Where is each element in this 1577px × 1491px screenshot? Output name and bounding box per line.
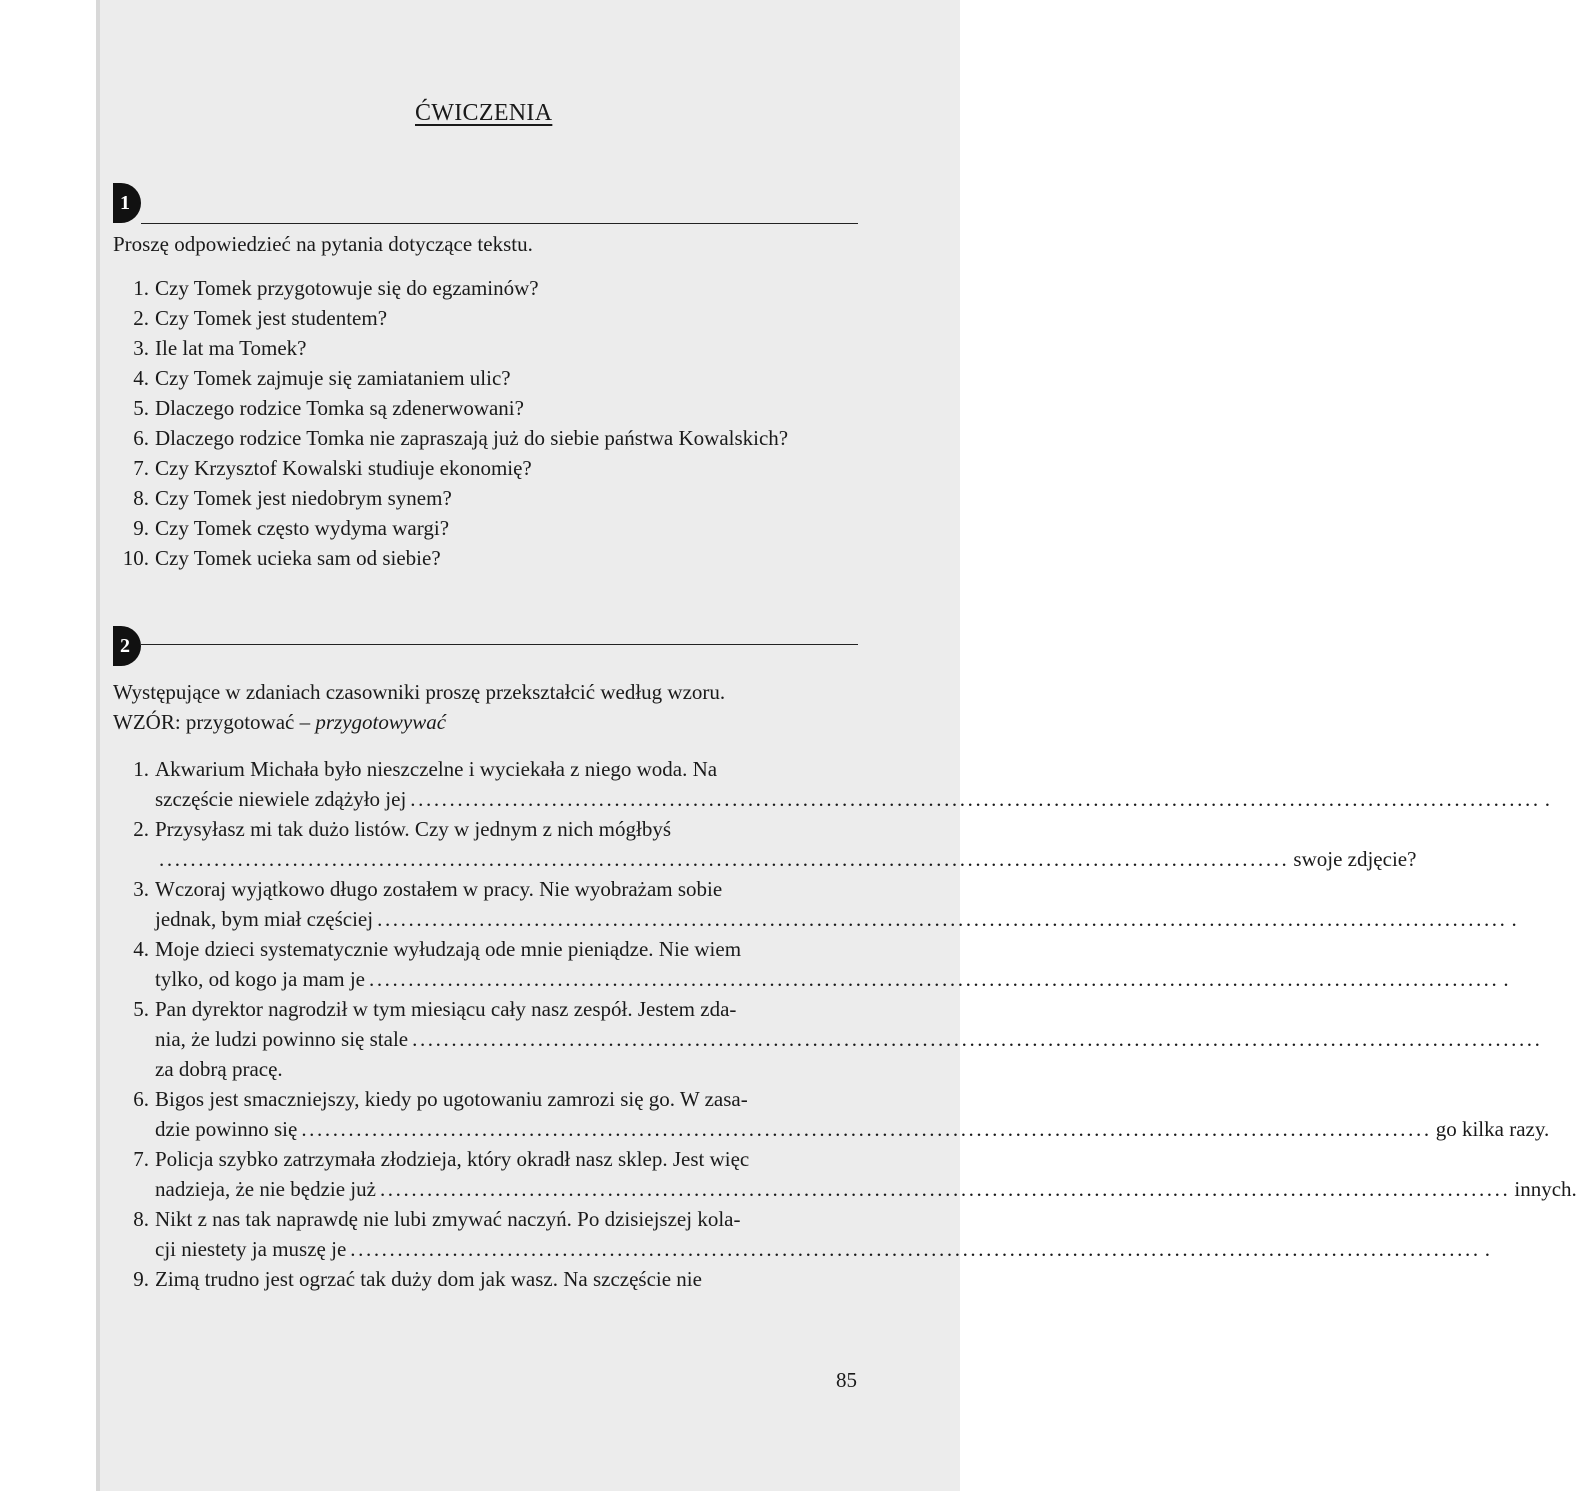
item-sentence: Przysyłasz mi tak dużo listów. Czy w jednym z nich mógłbyś [155,817,671,841]
pattern-value: przygotowywać [315,710,447,734]
question-text: Czy Krzysztof Kowalski studiuje ekonomię? [155,456,532,480]
fill-tail-text: swoje zdjęcie? [1293,847,1417,871]
exercise-2-rule [141,644,858,645]
item-sentence: Policja szybko zatrzymała złodzieja, który okradł nasz sklep. Jest więc [155,1147,750,1171]
question-text: Czy Tomek często wydyma wargi? [155,516,450,540]
question-item [113,543,860,573]
answer-blank[interactable] [369,964,1499,994]
question-item [113,303,860,333]
fill-in-line [155,844,1416,874]
item-number: 6. [133,1087,149,1111]
item-sentence: Zimą trudno jest ogrzać tak duży dom jak wasz. Na szczęście nie [155,1267,702,1291]
item-continuation: za dobrą pracę. [155,1057,283,1081]
answer-blank[interactable] [412,1024,1542,1054]
question-text: Czy Tomek jest niedobrym synem? [155,486,452,510]
fill-in-line [155,1174,1577,1204]
answer-blank[interactable] [410,784,1540,814]
exercise-item [113,934,1509,994]
question-item [113,453,860,483]
question-text: Czy Tomek zajmuje się zamiataniem ulic? [155,366,511,390]
fill-in-line [155,964,1509,994]
exercise-1-instruction: Proszę odpowiedzieć na pytania dotyczące tekstu. [113,232,533,256]
answer-blank[interactable] [380,1174,1510,1204]
item-sentence: Moje dzieci systematycznie wyłudzają ode mnie pieniądze. Nie wiem [155,937,742,961]
item-number: 4. [133,937,149,961]
answer-blank[interactable] [301,1114,1431,1144]
pattern-label: WZÓR: przygotować – [113,710,311,734]
question-item [113,273,860,303]
fill-tail-text: . [1511,907,1517,931]
answer-blank[interactable] [350,1234,1480,1264]
fill-lead-text: szczęście niewiele zdążyło jej [155,787,407,811]
question-item [113,333,860,363]
fill-lead-text: nia, że ludzi powinno się stale [155,1027,409,1051]
fill-in-line [155,1114,1549,1144]
question-text: Dlaczego rodzice Tomka nie zapraszają już do siebie państwa Kowalskich? [155,426,789,450]
question-number: 10. [122,546,149,570]
fill-in-line [155,784,1550,814]
exercise-1-rule [141,223,858,224]
exercise-item [113,1264,860,1294]
item-number: 7. [133,1147,149,1171]
question-text: Ile lat ma Tomek? [155,336,307,360]
answer-blank[interactable] [159,844,1289,874]
question-number: 8. [133,486,149,510]
fill-lead-text: cji niestety ja muszę je [155,1237,347,1261]
exercise-2-pattern [113,710,446,735]
fill-lead-text: nadzieja, że nie będzie już [155,1177,376,1201]
question-number: 2. [133,306,149,330]
question-item [113,393,860,423]
question-number: 6. [133,426,149,450]
exercise-item [113,874,1517,934]
fill-in-line [155,1024,1547,1054]
exercise-1-badge: 1 [113,183,141,223]
question-number: 3. [133,336,149,360]
page-heading: ĆWICZENIA [415,100,553,126]
fill-tail-text: innych. [1514,1177,1577,1201]
question-item [113,513,860,543]
exercise-1-questions [113,273,860,573]
question-number: 7. [133,456,149,480]
fill-lead-text: tylko, od kogo ja mam je [155,967,365,991]
question-item [113,363,860,393]
item-sentence: Akwarium Michała było nieszczelne i wyciekała z niego woda. Na [155,757,718,781]
fill-in-line [155,904,1517,934]
exercise-item [113,1204,1490,1264]
item-number: 3. [133,877,149,901]
question-number: 4. [133,366,149,390]
exercise-2-instruction: Występujące w zdaniach czasowniki proszę przekształcić według wzoru. [113,680,726,704]
item-number: 8. [133,1207,149,1231]
exercise-item [113,1084,1550,1144]
item-sentence: Pan dyrektor nagrodził w tym miesiącu cały nasz zespół. Jestem zda- [155,997,737,1021]
item-number: 1. [133,757,149,781]
item-number: 5. [133,997,149,1021]
question-item [113,423,860,453]
fill-tail-text: go kilka razy. [1435,1117,1550,1141]
question-item [113,483,860,513]
question-text: Czy Tomek przygotowuje się do egzaminów? [155,276,539,300]
fill-tail-text: . [1503,967,1509,991]
fill-in-line [155,1234,1490,1264]
question-number: 1. [133,276,149,300]
question-number: 9. [133,516,149,540]
question-number: 5. [133,396,149,420]
item-sentence: Wczoraj wyjątkowo długo zostałem w pracy. Nie wyobrażam sobie [155,877,723,901]
question-text: Dlaczego rodzice Tomka są zdenerwowani? [155,396,524,420]
page-number: 85 [836,1368,857,1392]
fill-tail-text: . [1484,1237,1490,1261]
fill-tail-text: . [1544,787,1550,811]
answer-blank[interactable] [377,904,1507,934]
exercise-item [113,994,860,1084]
exercise-item [113,1144,1577,1204]
exercise-item [113,754,1550,814]
question-text: Czy Tomek jest studentem? [155,306,388,330]
question-text: Czy Tomek ucieka sam od siebie? [155,546,441,570]
item-sentence: Nikt z nas tak naprawdę nie lubi zmywać naczyń. Po dzisiejszej kola- [155,1207,741,1231]
fill-lead-text: dzie powinno się [155,1117,298,1141]
item-number: 2. [133,817,149,841]
fill-lead-text: jednak, bym miał częściej [155,907,374,931]
item-number: 9. [133,1267,149,1291]
item-sentence: Bigos jest smaczniejszy, kiedy po ugotowaniu zamrozi się go. W zasa- [155,1087,748,1111]
exercise-2-items [113,754,1577,1294]
exercise-2-badge: 2 [113,626,141,666]
exercise-item [113,814,1417,874]
